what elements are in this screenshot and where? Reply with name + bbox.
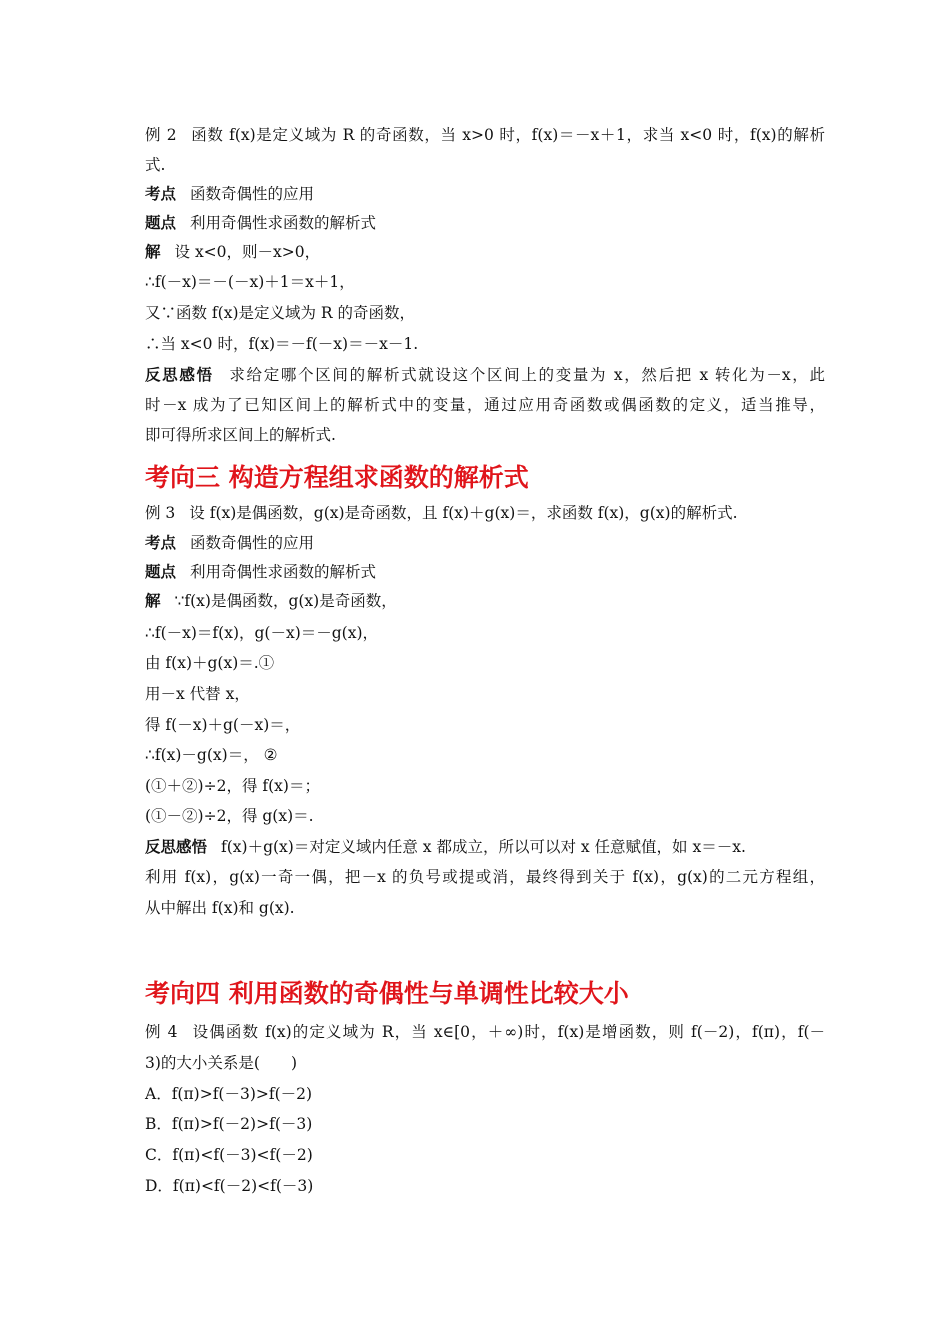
ex3-solution-line3: 由 f(x)＋g(x)＝.①	[145, 654, 275, 672]
ex3-solution-line8: (①－②)÷2，得 g(x)＝.	[145, 807, 314, 825]
ex2-tidian	[145, 212, 825, 234]
ex3-reflect-line1	[145, 836, 825, 858]
solution-label: 解	[145, 591, 161, 610]
tidian-text: 利用奇偶性求函数的解析式	[190, 563, 377, 581]
ex3-reflect-line2: 利用 f(x)，g(x)一奇一偶，把－x 的负号或提或消，最终得到关于 f(x)，g(x)的二元方程组，	[145, 868, 825, 886]
ex2-label: 例 2	[145, 126, 177, 144]
ex3-kaodian	[145, 532, 825, 554]
ex3-tidian	[145, 561, 825, 583]
option-b: B．f(π)>f(－2)>f(－3)	[145, 1115, 313, 1133]
ex4-question-line1	[145, 1021, 825, 1043]
ex2-reflect-line2: 时－x 成为了已知区间上的解析式中的变量，通过应用奇函数或偶函数的定义，适当推导，	[145, 396, 825, 414]
option-c: C．f(π)<f(－3)<f(－2)	[145, 1146, 313, 1164]
ex2-solution-line3: 又∵函数 f(x)是定义域为 R 的奇函数，	[145, 304, 416, 322]
reflect-text: f(x)＋g(x)＝对定义域内任意 x 都成立，所以可以对 x 任意赋值，如 x＝－x.	[221, 838, 746, 856]
ex3-label: 例 3	[145, 504, 176, 522]
reflect-text: 求给定哪个区间的解析式就设这个区间上的变量为 x，然后把 x 转化为－x，此	[227, 366, 825, 384]
ex4-question-text: 设偶函数 f(x)的定义域为 R，当 x∈[0，＋∞)时，f(x)是增函数，则 f(－2)，f(π)，f(－	[191, 1023, 825, 1041]
ex4-label: 例 4	[145, 1023, 178, 1041]
option-d: D．f(π)<f(－2)<f(－3)	[145, 1177, 314, 1195]
ex3-question	[145, 502, 825, 524]
ex2-solution-line2: ∴f(－x)＝－(－x)＋1＝x＋1，	[145, 273, 355, 291]
kaodian-text: 函数奇偶性的应用	[190, 185, 315, 203]
ex2-kaodian	[145, 183, 825, 205]
ex3-reflect-line3: 从中解出 f(x)和 g(x).	[145, 899, 295, 917]
solution-text: 设 x<0，则－x>0，	[174, 243, 321, 261]
ex2-question-line1	[145, 124, 825, 146]
option-a: A．f(π)>f(－3)>f(－2)	[145, 1085, 313, 1103]
ex2-solution-line1	[145, 241, 825, 263]
tidian-label: 题点	[145, 213, 177, 232]
ex2-question-text: 函数 f(x)是定义域为 R 的奇函数，当 x>0 时，f(x)＝－x＋1，求当 x<0 时，f(x)的解析	[190, 126, 825, 144]
ex2-reflect-line1	[145, 364, 825, 386]
kaodian-label: 考点	[145, 533, 177, 552]
ex2-solution-line4: ∴当 x<0 时，f(x)＝－f(－x)＝－x－1.	[145, 335, 419, 353]
tidian-label: 题点	[145, 562, 177, 581]
ex2-reflect-line3: 即可得所求区间上的解析式.	[145, 426, 336, 444]
ex3-solution-line2: ∴f(－x)＝f(x)，g(－x)＝－g(x)，	[145, 624, 379, 642]
section-heading-4: 考向四 利用函数的奇偶性与单调性比较大小	[145, 979, 629, 1008]
kaodian-text: 函数奇偶性的应用	[190, 534, 315, 552]
ex3-solution-line5: 得 f(－x)＋g(－x)＝，	[145, 716, 301, 734]
ex3-solution-line7: (①＋②)÷2，得 f(x)＝；	[145, 777, 320, 795]
ex3-solution-line6: ∴f(x)－g(x)＝， ②	[145, 746, 278, 764]
solution-text: ∵f(x)是偶函数，g(x)是奇函数，	[174, 592, 397, 610]
ex2-question-line2: 式.	[145, 156, 166, 174]
reflect-label: 反思感悟	[145, 837, 208, 856]
ex3-solution-line4: 用－x 代替 x，	[145, 685, 250, 703]
ex3-solution-line1	[145, 590, 825, 612]
reflect-label: 反思感悟	[145, 365, 214, 384]
section-heading-3: 考向三 构造方程组求函数的解析式	[145, 463, 529, 492]
ex4-question-line2: 3)的大小关系是( )	[145, 1054, 298, 1072]
kaodian-label: 考点	[145, 184, 177, 203]
ex3-question-text: 设 f(x)是偶函数，g(x)是奇函数，且 f(x)＋g(x)＝，求函数 f(x)，g(x)的解析式.	[189, 504, 738, 522]
tidian-text: 利用奇偶性求函数的解析式	[190, 214, 377, 232]
solution-label: 解	[145, 242, 161, 261]
